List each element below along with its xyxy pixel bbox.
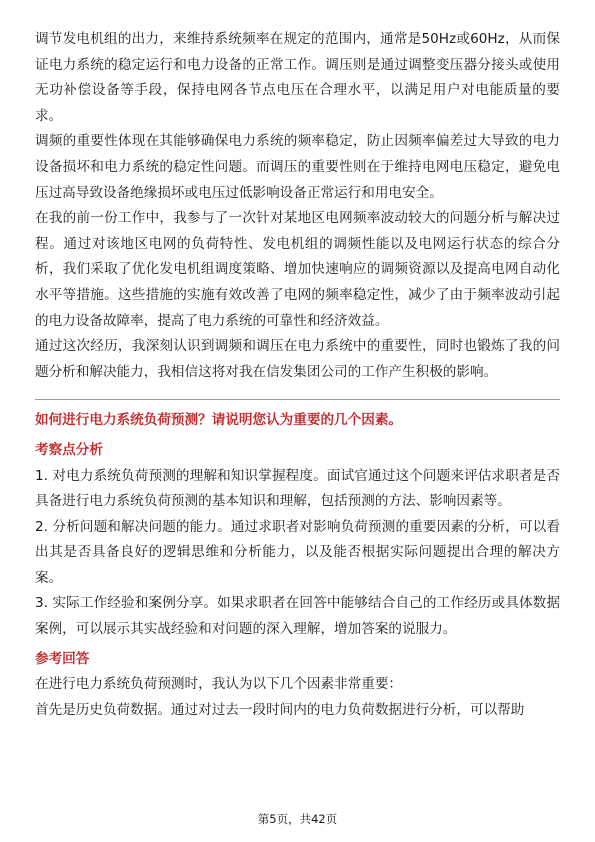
analysis-heading: 考察点分析 bbox=[35, 441, 103, 458]
body-paragraph: 在我的前一份工作中，我参与了一次针对某地区电网频率波动较大的问题分析与解决过程。通过对该地区电网的负荷特性、发电机组的调频性能以及电网运行状态的综合分析，我们采取了优化发电机组调度策略、增加快速响应的调频资源以及提高电网自动化水平等措施。这些措施的实施有效改善了电网的频率稳定性，减少了由于频率波动引起的电力设备故障率，提高了电力系统的可靠性和经济效益。 bbox=[35, 210, 560, 329]
analysis-item: 1. 对电力系统负荷预测的理解和知识掌握程度。面试官通过这个问题来评估求职者是否具备进行电力系统负荷预测的基本知识和理解，包括预测的方法、影响因素等。 bbox=[35, 467, 560, 510]
reference-paragraph: 在进行电力系统负荷预测时，我认为以下几个因素非常重要： bbox=[35, 676, 403, 693]
analysis-item: 3. 实际工作经验和案例分享。如果求职者在回答中能够结合自己的工作经历或具体数据案例，可以展示其实战经验和对问题的深入理解，增加答案的说服力。 bbox=[35, 595, 560, 638]
analysis-item: 2. 分析问题和解决问题的能力。通过求职者对影响负荷预测的重要因素的分析，可以看出其是否具备良好的逻辑思维和分析能力，以及能否根据实际问题提出合理的解决方案。 bbox=[35, 518, 560, 586]
page-number-footer: 第5页，共42页 bbox=[257, 812, 338, 826]
page-content bbox=[35, 27, 560, 723]
reference-answer-heading: 参考回答 bbox=[35, 650, 90, 667]
section-divider bbox=[35, 399, 560, 400]
body-paragraph: 调频的重要性体现在其能够确保电力系统的频率稳定，防止因频率偏差过大导致的电力设备损坏和电力系统的稳定性问题。而调压的重要性则在于维持电网电压稳定，避免电压过高导致设备绝缘损坏或电压过低影响设备正常运行和用电安全。 bbox=[35, 133, 560, 201]
question-heading: 如何进行电力系统负荷预测？请说明您认为重要的几个因素。 bbox=[35, 412, 403, 429]
body-paragraph: 通过这次经历，我深刻认识到调频和调压在电力系统中的重要性，同时也锻炼了我的问题分析和解决能力，我相信这将对我在信发集团公司的工作产生积极的影响。 bbox=[35, 338, 560, 380]
reference-paragraph: 首先是历史负荷数据。通过对过去一段时间内的电力负荷数据进行分析，可以帮助 bbox=[35, 701, 525, 718]
body-paragraph: 调节发电机组的出力，来维持系统频率在规定的范围内，通常是50Hz或60Hz，从而保证电力系统的稳定运行和电力设备的正常工作。调压则是通过调整变压器分接头或使用无功补偿设备等手段，保持电网各节点电压在合理水平，以满足用户对电能质量的要求。 bbox=[35, 31, 560, 124]
